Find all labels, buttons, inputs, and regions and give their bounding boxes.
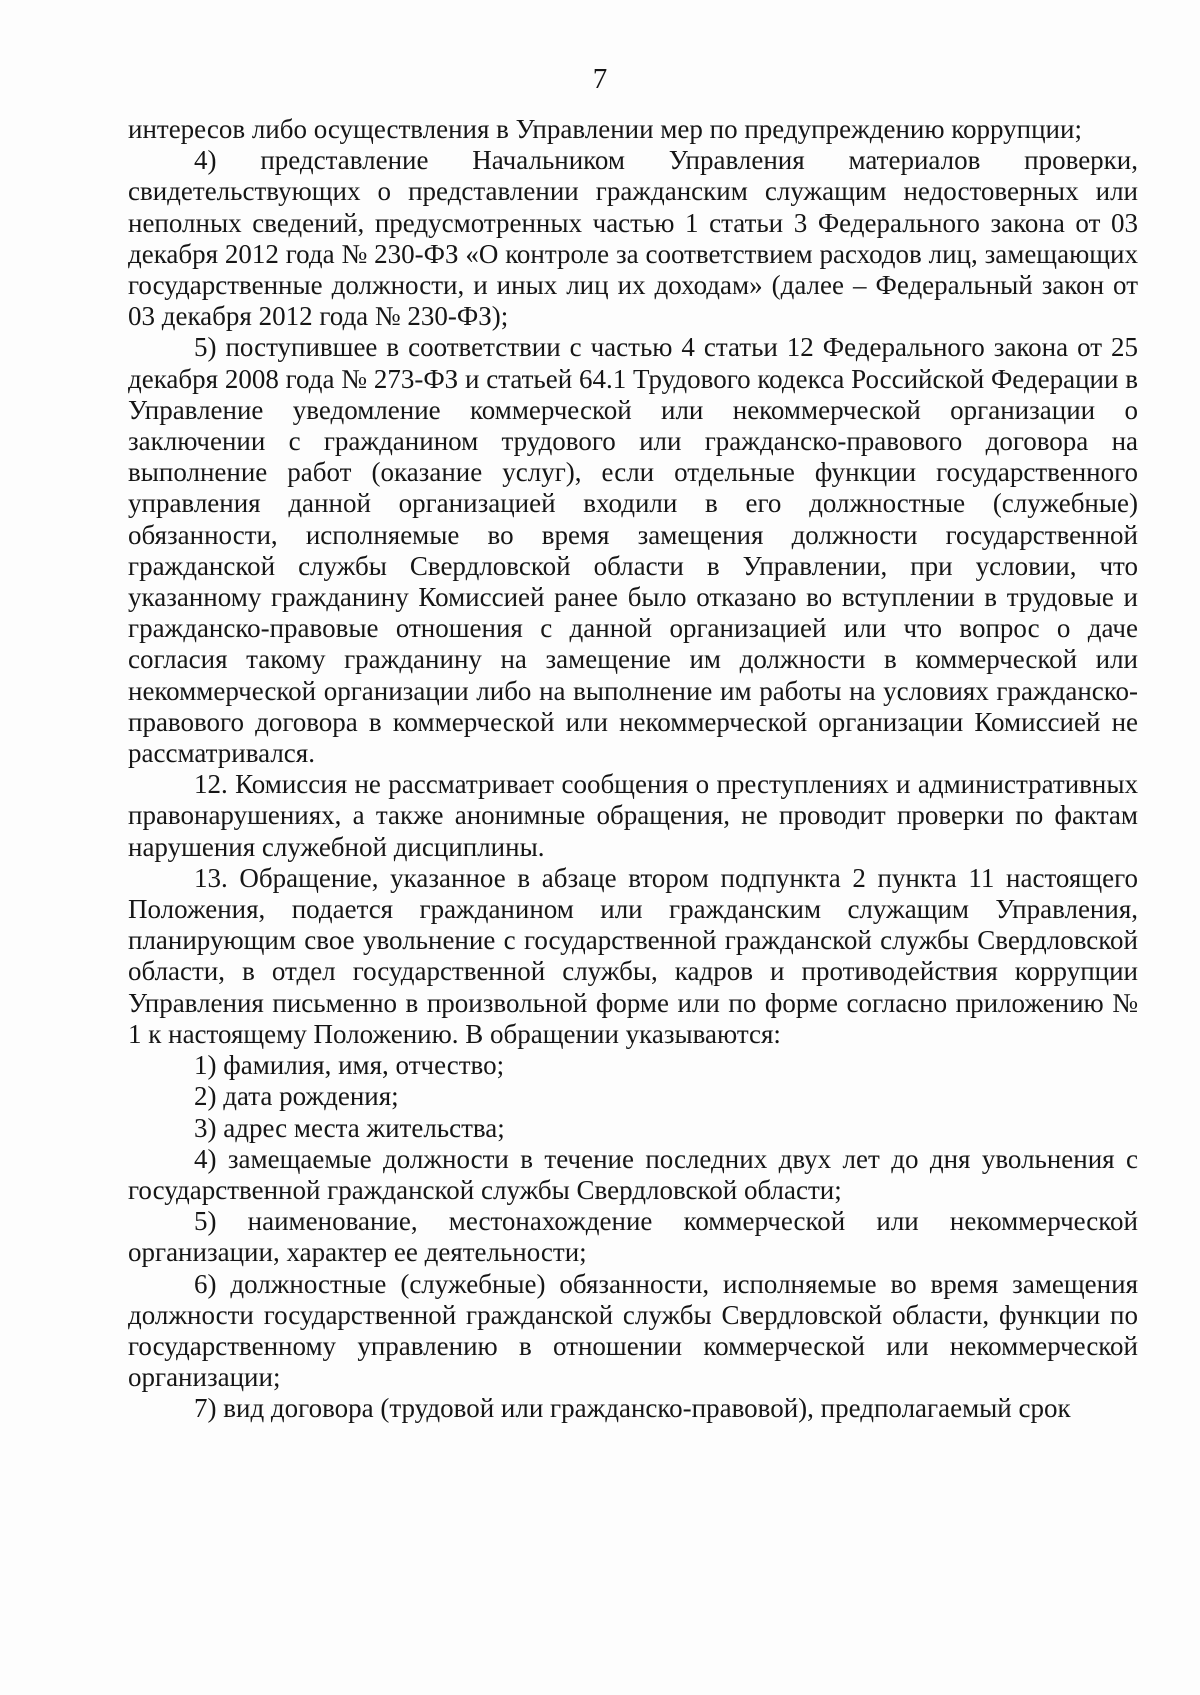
list-item-address: 3) адрес места жительства; [194, 1112, 505, 1143]
list-item-positions: 4) замещаемые должности в течение последних двух лет до дня увольнения с государственной гражданской службы Свердловской области; [128, 1143, 1138, 1205]
list-item-organization: 5) наименование, местонахождение коммерческой или некоммерческой организации, характер ее деятельности; [128, 1206, 1138, 1268]
list-item-duties: 6) должностные (служебные) обязанности, исполняемые во время замещения должности государственной гражданской службы Свердловской области, функции по государственному управлению в отношении коммерческой или некоммерческой организации; [128, 1268, 1138, 1393]
page-number: 7 [592, 63, 608, 95]
paragraph-subitem-4: 4) представление Начальником Управления материалов проверки, свидетельствующих о представлении гражданским служащим недостоверных или неполных сведений, предусмотренных частью 1 статьи 3 Федерального закона от 03 декабря 2012 года № 230-ФЗ «О контроле за соответствием расходов лиц, замещающих государственные должности, и иных лиц их доходам» (далее – Федеральный закон от 03 декабря 2012 года № 230-ФЗ); [128, 145, 1138, 332]
paragraph-continuation: интересов либо осуществления в Управлении мер по предупреждению коррупции; [128, 114, 1082, 144]
list-item-contract-type: 7) вид договора (трудовой или гражданско-правовой), предполагаемый срок [194, 1393, 1071, 1424]
paragraph-clause-12: 12. Комиссия не рассматривает сообщения о преступлениях и административных правонарушениях, а также анонимные обращения, не проводит проверки по фактам нарушения служебной дисциплины. [128, 769, 1138, 862]
list-item-birth-date: 2) дата рождения; [194, 1081, 399, 1112]
paragraph-clause-13: 13. Обращение, указанное в абзаце втором подпункта 2 пункта 11 настоящего Положения, подается гражданином или гражданским служащим Управления, планирующим свое увольнение с государственной гражданской службы Свердловской области, в отдел государственной службы, кадров и противодействия коррупции Управления письменно в произвольной форме или по форме согласно приложению № 1 к настоящему Положению. В обращении указываются: [128, 862, 1138, 1049]
list-item-full-name: 1) фамилия, имя, отчество; [194, 1050, 505, 1081]
document-body [128, 114, 1138, 1425]
paragraph-subitem-5: 5) поступившее в соответствии с частью 4 статьи 12 Федерального закона от 25 декабря 2008 года № 273-ФЗ и статьей 64.1 Трудового кодекса Российской Федерации в Управление уведомление коммерческой или некоммерческой организации о заключении с гражданином трудового или гражданско-правового договора на выполнение работ (оказание услуг), если отдельные функции государственного управления данной организацией входили в его должностные (служебные) обязанности, исполняемые во время замещения должности государственной гражданской службы Свердловской области в Управлении, при условии, что указанному гражданину Комиссией ранее было отказано во вступлении в трудовые и гражданско-правовые отношения с данной организацией или что вопрос о даче согласия такому гражданину на замещение им должности в коммерческой или некоммерческой организации либо на выполнение им работы на условиях гражданско-правового договора в коммерческой или некоммерческой организации Комиссией не рассматривался. [128, 332, 1138, 769]
